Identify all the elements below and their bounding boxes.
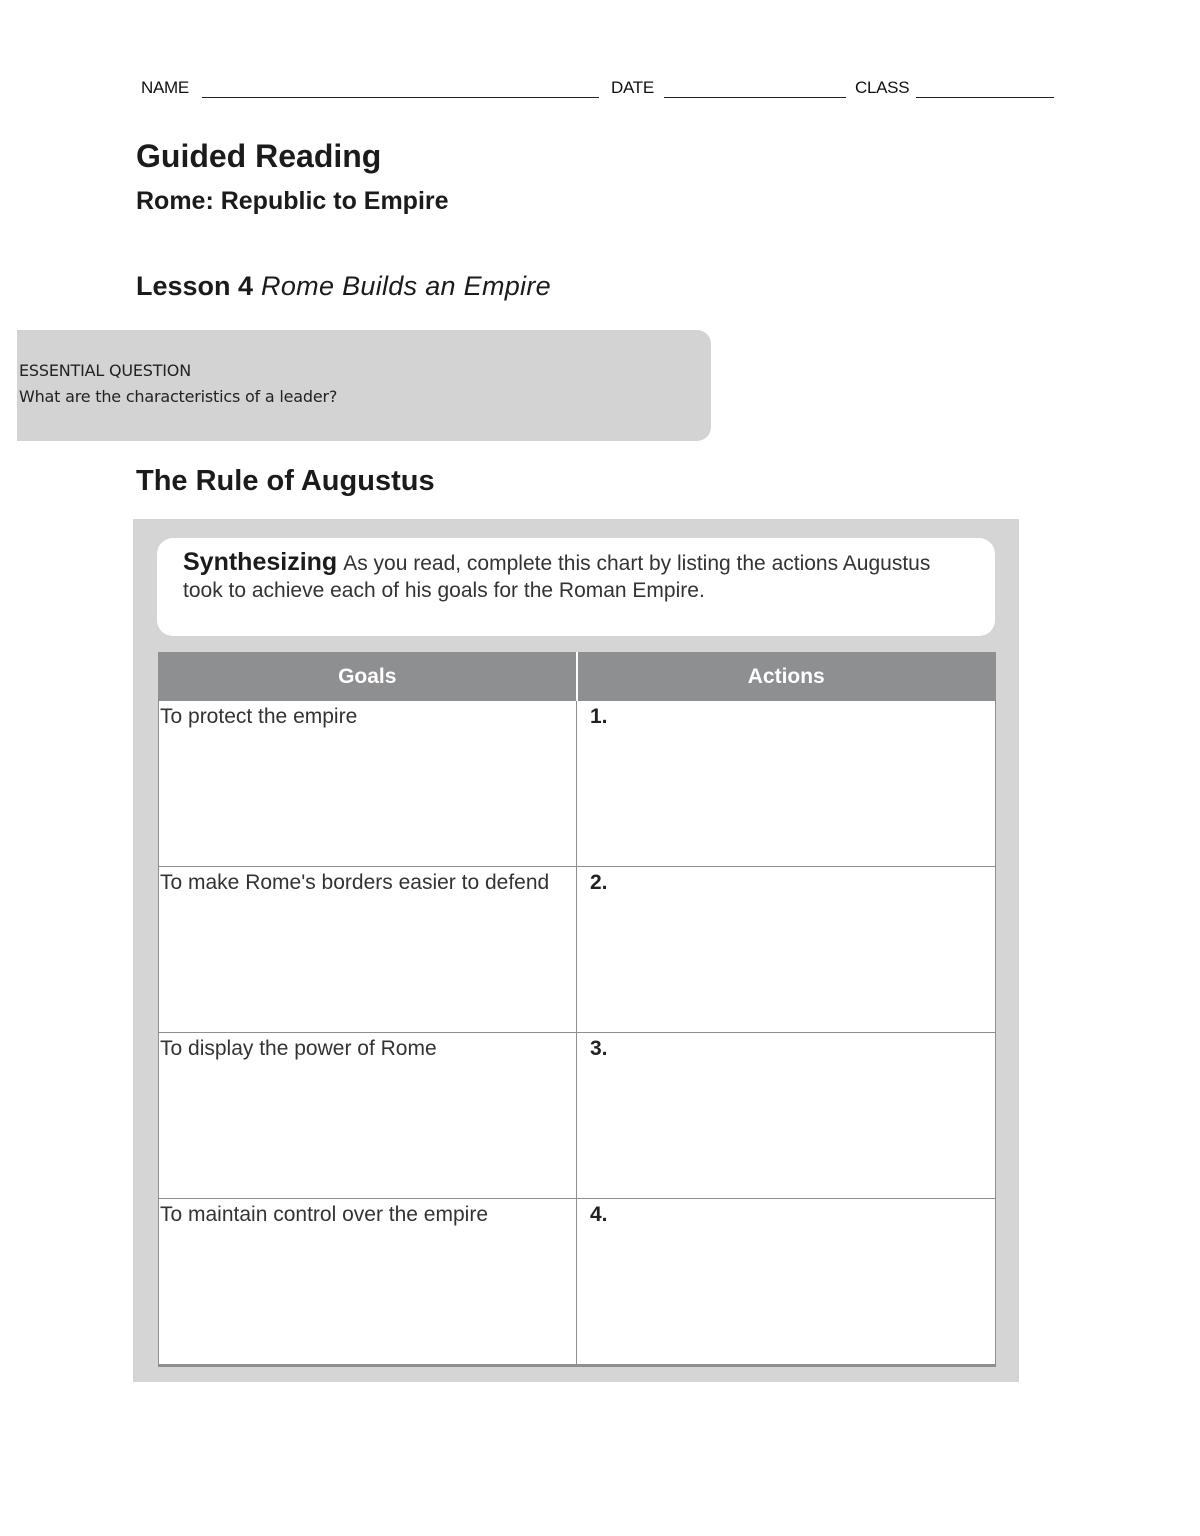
date-label: DATE xyxy=(611,78,654,97)
column-header-actions: Actions xyxy=(577,653,996,701)
table-header-row xyxy=(159,653,996,701)
table-row xyxy=(159,1199,996,1366)
name-label: NAME xyxy=(141,78,189,97)
page-title: Guided Reading xyxy=(136,138,382,174)
table-row xyxy=(159,1033,996,1199)
instructions-text: As you read, complete this chart by listing the actions Augustus took to achieve each of his goals for the Roman Empire. xyxy=(183,552,931,602)
date-field[interactable] xyxy=(664,97,846,98)
table-row xyxy=(159,701,996,867)
column-header-goals: Goals xyxy=(159,653,577,701)
goal-cell: To display the power of Rome xyxy=(159,1033,577,1199)
goals-actions-table xyxy=(158,652,996,1367)
action-cell[interactable]: 3. xyxy=(577,1033,996,1199)
instructions-keyword: Synthesizing xyxy=(183,548,338,576)
lesson-name: Rome Builds an Empire xyxy=(261,271,551,301)
class-label: CLASS xyxy=(855,78,910,97)
name-field[interactable] xyxy=(202,97,599,98)
lesson-heading xyxy=(136,271,551,302)
instructions xyxy=(183,549,973,604)
essential-question-box xyxy=(17,330,711,441)
essential-question-text: What are the characteristics of a leader? xyxy=(19,387,338,406)
class-field[interactable] xyxy=(916,97,1054,98)
action-cell[interactable]: 2. xyxy=(577,867,996,1033)
essential-question-label: ESSENTIAL QUESTION xyxy=(19,361,191,380)
action-cell[interactable]: 1. xyxy=(577,701,996,867)
table-row xyxy=(159,867,996,1033)
lesson-number: Lesson 4 xyxy=(136,271,254,301)
page-subtitle: Rome: Republic to Empire xyxy=(136,187,449,215)
goal-cell: To make Rome's borders easier to defend xyxy=(159,867,577,1033)
action-cell[interactable]: 4. xyxy=(577,1199,996,1366)
goal-cell: To maintain control over the empire xyxy=(159,1199,577,1366)
section-title: The Rule of Augustus xyxy=(136,465,435,497)
goal-cell: To protect the empire xyxy=(159,701,577,867)
